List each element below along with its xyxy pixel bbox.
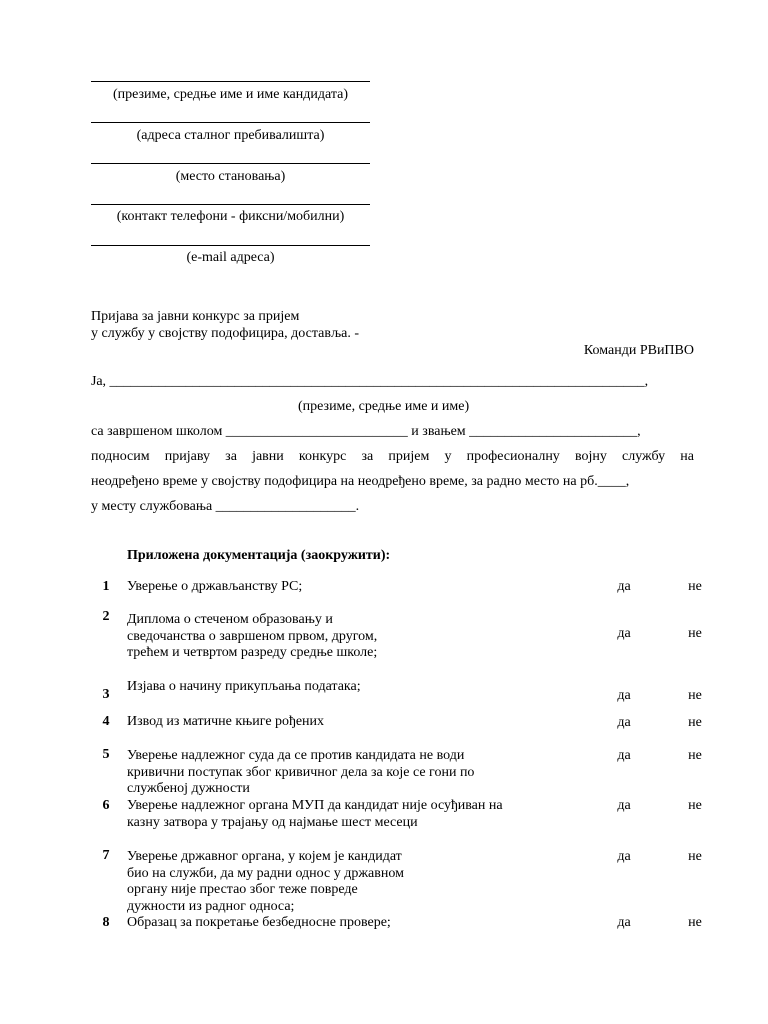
item-number: 3	[102, 687, 110, 702]
subject-line-1: Пријава за јавни конкурс за пријем	[91, 309, 300, 324]
applicant-name-caption: (презиме, средње име и име)	[298, 399, 470, 414]
email-field-caption: (e-mail адреса)	[186, 250, 275, 265]
yes-option[interactable]: да	[617, 626, 631, 641]
item-number: 1	[102, 579, 110, 594]
item-number: 2	[102, 609, 110, 624]
subject-line-2: у службу у својству подофицира, доставља. -	[91, 326, 360, 341]
address-field-line[interactable]	[91, 122, 370, 123]
email-field-line[interactable]	[91, 245, 370, 246]
item-number: 4	[102, 714, 110, 729]
item-text: Уверење државног органа, у којем је кандидат био на служби, да му радни однос у државном органу није престао због теже повреде дужности из радног односа;	[127, 849, 404, 914]
addressee: Команди РВиПВО	[583, 343, 694, 358]
applicant-name-line: Ја, _____________________________________________________________________________,	[91, 374, 649, 389]
item-number: 6	[102, 798, 110, 813]
application-statement-line: подносим пријаву за јавни конкурс за пријем у професионалну војну службу на	[91, 449, 694, 464]
name-field-caption: (презиме, средње име и име кандидата)	[112, 87, 348, 102]
residence-field-caption: (место становања)	[175, 169, 286, 184]
indefinite-term-line: неодређено време у својству подофицира на неодређено време, за радно место на рб.____,	[91, 474, 630, 489]
item-text: Уверење надлежног органа МУП да кандидат није осуђиван на казну затвора у трајању од најмање шест месеци	[127, 798, 503, 830]
duty-place-line: у месту службовања ____________________.	[91, 499, 360, 514]
yes-option[interactable]: да	[617, 688, 631, 703]
residence-field-line[interactable]	[91, 163, 370, 164]
item-text: Образац за покретање безбедносне провере;	[127, 915, 391, 930]
name-field-line[interactable]	[91, 81, 370, 82]
phone-field-line[interactable]	[91, 204, 370, 205]
yes-option[interactable]: да	[617, 748, 631, 763]
school-rank-line: са завршеном школом __________________________ и звањем ________________________,	[91, 424, 641, 439]
item-text: Изјава о начину прикупљања података;	[127, 679, 361, 694]
no-option[interactable]: не	[688, 626, 702, 641]
no-option[interactable]: не	[688, 849, 702, 864]
no-option[interactable]: не	[688, 579, 702, 594]
item-text: Извод из матичне књиге рођених	[127, 714, 325, 729]
no-option[interactable]: не	[688, 748, 702, 763]
yes-option[interactable]: да	[617, 849, 631, 864]
item-text: Диплома о стеченом образовању и сведочанства о завршеном првом, другом, трећем и четвртом разреду средње школе;	[127, 612, 378, 661]
yes-option[interactable]: да	[617, 715, 631, 730]
yes-option[interactable]: да	[617, 579, 631, 594]
attachments-heading: Приложена документација (заокружити):	[127, 548, 391, 563]
no-option[interactable]: не	[688, 798, 702, 813]
item-text: Уверење надлежног суда да се против кандидата не води кривични поступак због кривичног дела за које се гони по службеној дужности	[127, 748, 475, 797]
no-option[interactable]: не	[688, 715, 702, 730]
item-text: Уверење о држављанству РС;	[127, 579, 303, 594]
yes-option[interactable]: да	[617, 915, 631, 930]
address-field-caption: (адреса сталног пребивалишта)	[136, 128, 325, 143]
item-number: 8	[102, 915, 110, 930]
no-option[interactable]: не	[688, 915, 702, 930]
item-number: 7	[102, 848, 110, 863]
no-option[interactable]: не	[688, 688, 702, 703]
yes-option[interactable]: да	[617, 798, 631, 813]
item-number: 5	[102, 747, 110, 762]
phone-field-caption: (контакт телефони - фиксни/мобилни)	[116, 209, 345, 224]
